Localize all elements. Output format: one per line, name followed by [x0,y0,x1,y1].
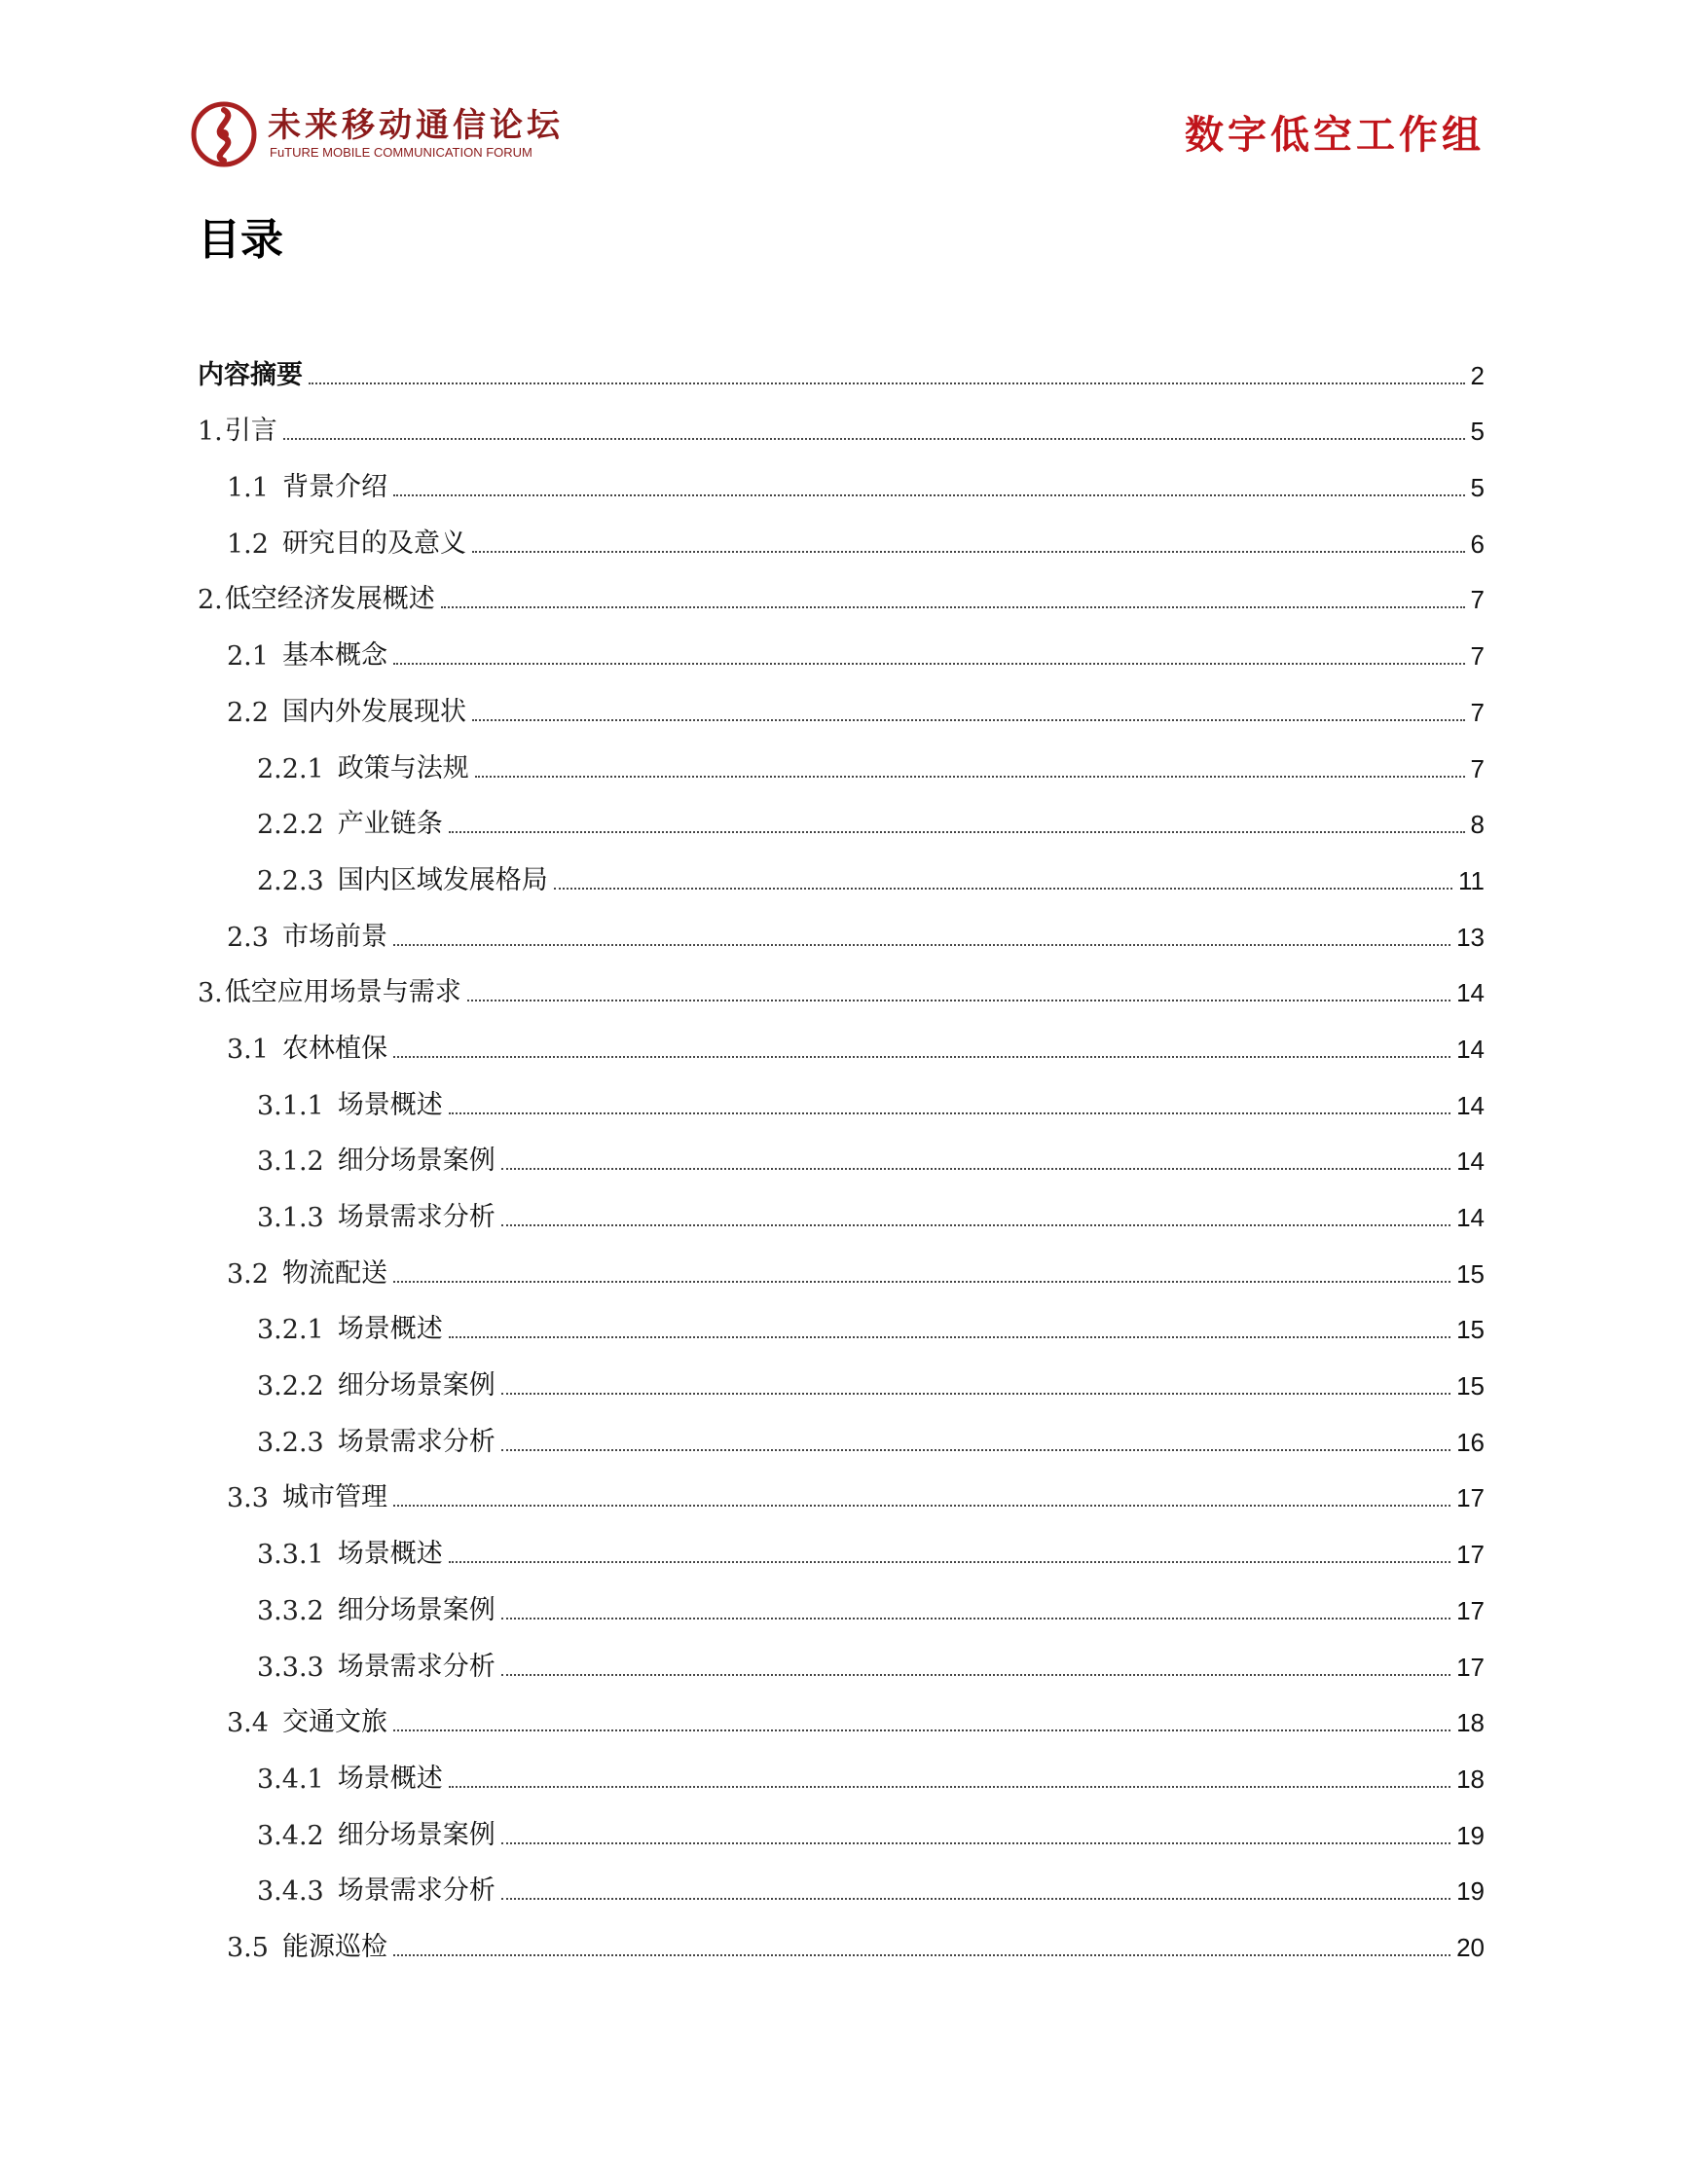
org-name-cn: 未来移动通信论坛 [268,106,564,145]
toc-entry-page: 6 [1470,528,1485,559]
toc-entry-page: 7 [1470,585,1485,615]
toc-dot-leader [501,1167,1450,1170]
toc-dot-leader [501,1223,1450,1226]
toc-entry-page: 19 [1456,1820,1485,1850]
toc-entry-title: 内容摘要 [198,359,303,390]
toc-dot-leader [393,493,1465,496]
toc-entry-title: 场景概述 [337,1763,443,1794]
toc-entry-title: 研究目的及意义 [281,528,466,559]
toc-dot-leader [309,382,1465,384]
toc-entry-page: 7 [1470,697,1485,727]
toc-entry[interactable] [198,1233,1485,1290]
toc-entry-page: 14 [1456,978,1485,1008]
toc-entry-page: 14 [1456,1034,1485,1064]
toc-dot-leader [501,1841,1450,1844]
toc-dot-leader [449,1335,1450,1338]
toc-entry-title: 政策与法规 [337,752,469,783]
toc-entry-number: 3.1.3 [257,1203,324,1233]
toc-entry-number: 1.1 [227,473,269,504]
toc-dot-leader [449,1560,1450,1563]
toc-dot-leader [283,437,1465,440]
toc-dot-leader [501,1392,1450,1395]
toc-dot-leader [449,1785,1450,1788]
toc-entry-number: 3.1 [227,1034,269,1065]
toc-entry-number: 3.3.2 [257,1595,324,1626]
toc-entry-number: 2.3 [227,922,269,953]
toc-entry-page: 18 [1456,1708,1485,1738]
toc-entry-title: 场景需求分析 [337,1651,495,1682]
toc-entry[interactable] [198,391,1485,448]
toc-entry-page: 19 [1456,1876,1485,1907]
toc-title: 目录 [198,215,283,265]
forum-logo-icon [190,100,258,168]
toc-entry-page: 2 [1470,360,1485,390]
toc-entry-number: 2.2 [227,697,269,728]
toc-entry[interactable] [198,1851,1485,1908]
toc-entry-title: 基本概念 [281,640,387,672]
toc-entry-title: 能源巡检 [281,1931,387,1962]
toc-entry[interactable] [198,1513,1485,1570]
toc-entry-number: 3.3.3 [257,1652,324,1683]
toc-dot-leader [501,1617,1450,1620]
toc-entry-number: 3.5 [227,1932,269,1963]
toc-entry-number: 3.4.3 [257,1876,324,1908]
toc-entry-title: 细分场景案例 [337,1146,495,1177]
toc-entry[interactable] [198,1008,1485,1065]
toc-entry-page: 5 [1470,473,1485,503]
org-name-en: FuTURE MOBILE COMMUNICATION FORUM [270,145,532,160]
toc-dot-leader [393,1504,1450,1507]
toc-dot-leader [467,999,1450,1001]
toc-entry-number: 3. [198,978,223,1009]
toc-entry-page: 14 [1456,1090,1485,1120]
toc-entry-page: 15 [1456,1315,1485,1345]
toc-entry-page: 18 [1456,1764,1485,1794]
toc-entry-number: 2.2.1 [257,753,324,784]
toc-entry-page: 14 [1456,1203,1485,1232]
toc-entry-page: 8 [1470,810,1485,840]
toc-entry-page: 14 [1456,1147,1485,1177]
toc-entry[interactable] [198,953,1485,1009]
toc-dot-leader [393,1055,1450,1058]
toc-dot-leader [449,830,1465,833]
toc-entry-title: 农林植保 [281,1033,387,1064]
toc-dot-leader [393,1280,1450,1283]
toc-dot-leader [393,1729,1450,1731]
toc-entry-title: 背景介绍 [281,472,387,503]
toc-entry[interactable] [198,840,1485,896]
toc-entry-number: 1. [198,417,223,448]
toc-entry-page: 20 [1456,1932,1485,1962]
toc-entry[interactable] [198,1401,1485,1458]
toc-entry[interactable] [198,672,1485,728]
toc-entry-number: 2.2.2 [257,810,324,841]
toc-entry-title: 细分场景案例 [337,1594,495,1625]
toc-dot-leader [472,550,1465,553]
toc-entry-number: 2. [198,585,223,616]
toc-entry-page: 13 [1456,922,1485,952]
toc-dot-leader [449,1111,1450,1114]
toc-entry-number: 3.4.1 [257,1764,324,1795]
toc-entry-number: 3.3.1 [257,1540,324,1571]
toc-entry[interactable] [198,1907,1485,1963]
toc-entry-number: 2.2.3 [257,865,324,896]
toc-entry[interactable] [198,1458,1485,1514]
toc-entry-number: 3.2.3 [257,1427,324,1458]
toc-entry-number: 2.1 [227,641,269,673]
toc-entry-title: 国内外发展现状 [281,696,466,727]
toc-entry-page: 17 [1456,1540,1485,1570]
toc-entry-number: 3.1.2 [257,1147,324,1178]
toc-entry-number: 3.4 [227,1708,269,1739]
toc-entry-number: 3.4.2 [257,1820,324,1851]
toc-entry[interactable] [198,1795,1485,1851]
toc-entry-page: 7 [1470,641,1485,672]
toc-entry-page: 15 [1456,1258,1485,1289]
toc-entry-page: 16 [1456,1427,1485,1457]
toc-entry[interactable] [198,447,1485,503]
toc-entry[interactable] [198,1570,1485,1626]
toc-entry-title: 低空应用场景与需求 [224,977,461,1008]
table-of-contents [198,335,1485,1963]
toc-entry-title: 交通文旅 [281,1707,387,1738]
toc-entry-title: 场景需求分析 [337,1426,495,1457]
toc-entry-title: 低空经济发展概述 [224,584,435,615]
toc-dot-leader [393,943,1450,946]
toc-dot-leader [501,1448,1450,1451]
toc-entry[interactable] [198,728,1485,784]
toc-dot-leader [475,775,1465,778]
toc-entry-page: 11 [1458,865,1485,895]
toc-entry[interactable] [198,1683,1485,1739]
toc-entry-title: 场景概述 [337,1539,443,1570]
toc-entry-number: 3.2.1 [257,1315,324,1346]
toc-entry-number: 3.1.1 [257,1090,324,1121]
toc-entry[interactable] [198,560,1485,616]
toc-entry-title: 引言 [224,416,277,447]
toc-entry[interactable] [198,503,1485,560]
toc-entry-title: 场景概述 [337,1314,443,1345]
toc-entry-title: 场景需求分析 [337,1202,495,1232]
toc-entry-title: 场景需求分析 [337,1875,495,1907]
toc-dot-leader [393,1953,1450,1956]
toc-dot-leader [501,1897,1450,1900]
toc-entry-page: 17 [1456,1595,1485,1625]
toc-entry-title: 城市管理 [281,1482,387,1513]
toc-entry-page: 5 [1470,417,1485,447]
toc-entry[interactable] [198,1290,1485,1346]
toc-entry[interactable] [198,1121,1485,1178]
toc-entry[interactable] [198,1345,1485,1401]
toc-dot-leader [554,887,1452,890]
toc-dot-leader [501,1673,1450,1676]
toc-dot-leader [441,605,1465,608]
toc-entry[interactable] [198,1065,1485,1121]
toc-entry-number: 3.2.2 [257,1371,324,1402]
toc-entry[interactable] [198,1738,1485,1795]
toc-entry-title: 物流配送 [281,1257,387,1289]
toc-entry[interactable] [198,1177,1485,1233]
toc-entry-page: 17 [1456,1483,1485,1513]
toc-entry[interactable] [198,1626,1485,1683]
toc-entry-title: 细分场景案例 [337,1819,495,1850]
working-group-name: 数字低空工作组 [1185,112,1485,158]
toc-entry[interactable] [198,335,1485,391]
toc-entry-title: 国内区域发展格局 [337,864,548,895]
toc-entry-title: 市场前景 [281,921,387,952]
toc-entry-number: 3.2 [227,1258,269,1290]
toc-entry[interactable] [198,784,1485,841]
toc-dot-leader [393,662,1465,665]
toc-entry[interactable] [198,896,1485,953]
toc-entry-title: 场景概述 [337,1089,443,1120]
toc-entry-page: 15 [1456,1371,1485,1401]
page-header [190,92,1485,170]
toc-entry-page: 17 [1456,1652,1485,1682]
toc-entry-page: 7 [1470,753,1485,783]
toc-entry-number: 3.3 [227,1483,269,1514]
toc-dot-leader [472,718,1465,721]
toc-entry-title: 产业链条 [337,809,443,840]
toc-entry-title: 细分场景案例 [337,1370,495,1401]
toc-entry-number: 1.2 [227,528,269,560]
toc-entry[interactable] [198,615,1485,672]
